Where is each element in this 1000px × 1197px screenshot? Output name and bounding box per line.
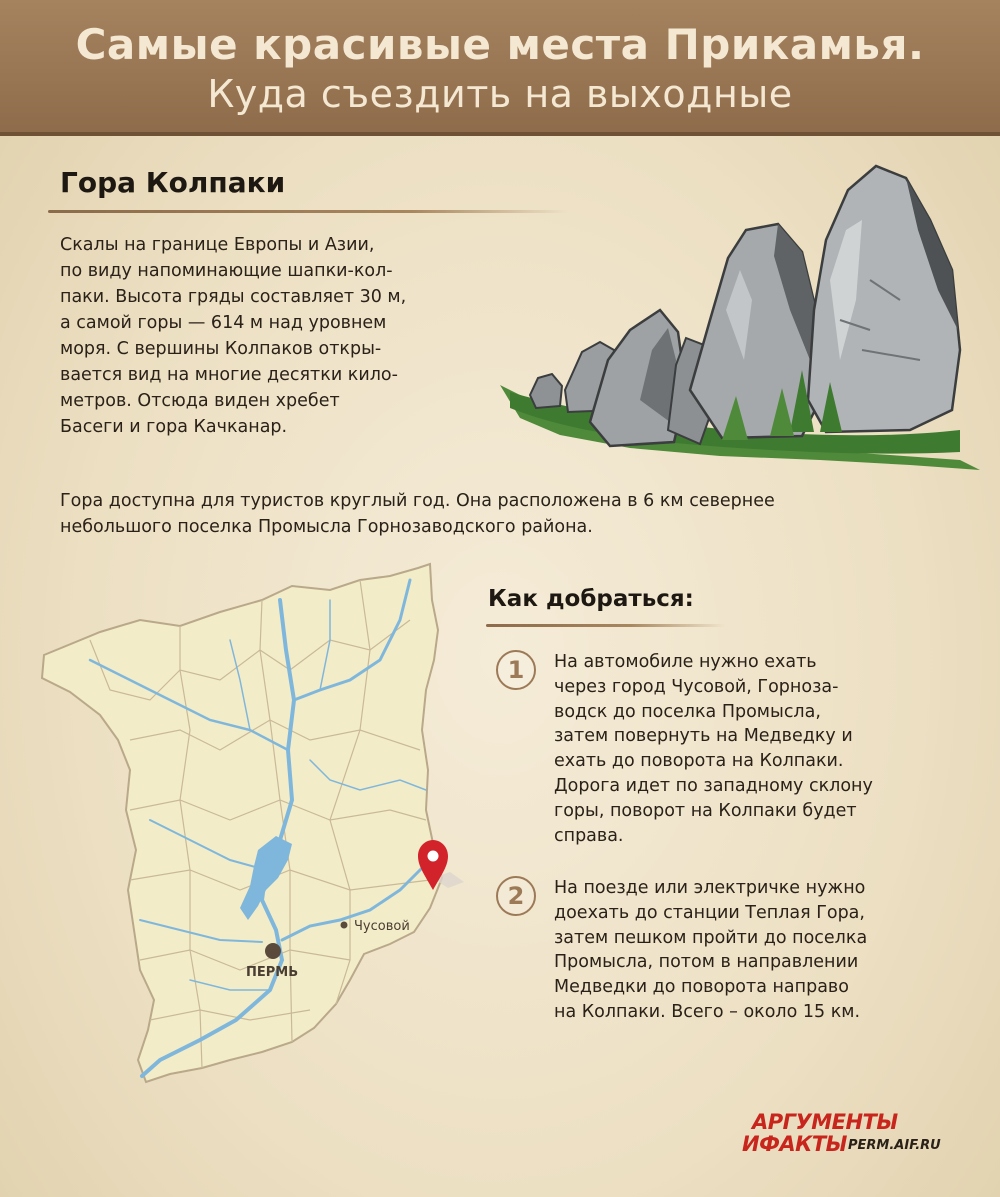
step-text	[554, 876, 867, 1025]
step-line: через город Чусовой, Горноза-	[554, 676, 839, 697]
chusovoy-city-dot	[341, 922, 348, 929]
intro-line: паки. Высота гряды составляет 30 м,	[60, 287, 407, 307]
access-line: Гора доступна для туристов круглый год. Она расположена в 6 км севернее	[60, 491, 775, 511]
step-line: Дорога идет по западному склону	[554, 775, 873, 796]
page-title: Самые красивые места Прикамья.	[75, 20, 925, 69]
step-line: Медведки до поворота направо	[554, 977, 849, 998]
section-title: Гора Колпаки	[60, 166, 286, 199]
access-text	[60, 488, 960, 540]
perm-city-label: ПЕРМЬ	[246, 965, 299, 980]
intro-line: метров. Отсюда виден хребет	[60, 391, 340, 411]
step-line: доехать до станции Теплая Гора,	[554, 902, 865, 923]
logo-site: PERM.AIF.RU	[848, 1138, 941, 1153]
step-line: затем повернуть на Медведку и	[554, 726, 853, 747]
intro-text	[60, 232, 460, 440]
mountain-illustration	[490, 160, 990, 480]
perm-region-map	[30, 560, 470, 1100]
header-banner	[0, 0, 1000, 136]
step-text	[554, 650, 873, 848]
intro-line: вается вид на многие десятки кило-	[60, 365, 398, 385]
access-line: небольшого поселка Промысла Горнозаводского района.	[60, 517, 593, 537]
step-line: затем пешком пройти до поселка	[554, 927, 868, 948]
intro-line: моря. С вершины Колпаков откры-	[60, 339, 382, 359]
perm-city-dot	[265, 943, 281, 959]
step-number-badge: 2	[496, 876, 536, 916]
step-line: На поезде или электричке нужно	[554, 878, 866, 898]
intro-line: по виду напоминающие шапки-кол-	[60, 261, 393, 281]
step-line: водск до поселка Промысла,	[554, 701, 821, 722]
how-to-underline	[486, 624, 726, 627]
logo-line2: ИФАКТЫ	[742, 1132, 847, 1156]
step-line: На автомобиле нужно ехать	[554, 652, 817, 672]
aif-logo	[742, 1110, 962, 1160]
step-line: Промысла, потом в направлении	[554, 952, 859, 973]
intro-line: Басеги и гора Качканар.	[60, 417, 288, 437]
how-to-title: Как добраться:	[488, 586, 694, 612]
step-train	[496, 876, 936, 1026]
step-car	[496, 650, 936, 850]
logo-line1: АРГУМЕНТЫ	[752, 1110, 898, 1134]
step-number-badge: 1	[496, 650, 536, 690]
step-line: на Колпаки. Всего – около 15 км.	[554, 1001, 861, 1022]
intro-line: а самой горы — 614 м над уровнем	[60, 313, 387, 333]
intro-line: Скалы на границе Европы и Азии,	[60, 235, 375, 255]
chusovoy-city-label: Чусовой	[354, 919, 410, 934]
step-line: справа.	[554, 825, 624, 846]
step-line: горы, поворот на Колпаки будет	[554, 800, 857, 821]
step-line: ехать до поворота на Колпаки.	[554, 751, 844, 772]
page-subtitle: Куда съездить на выходные	[207, 72, 793, 116]
